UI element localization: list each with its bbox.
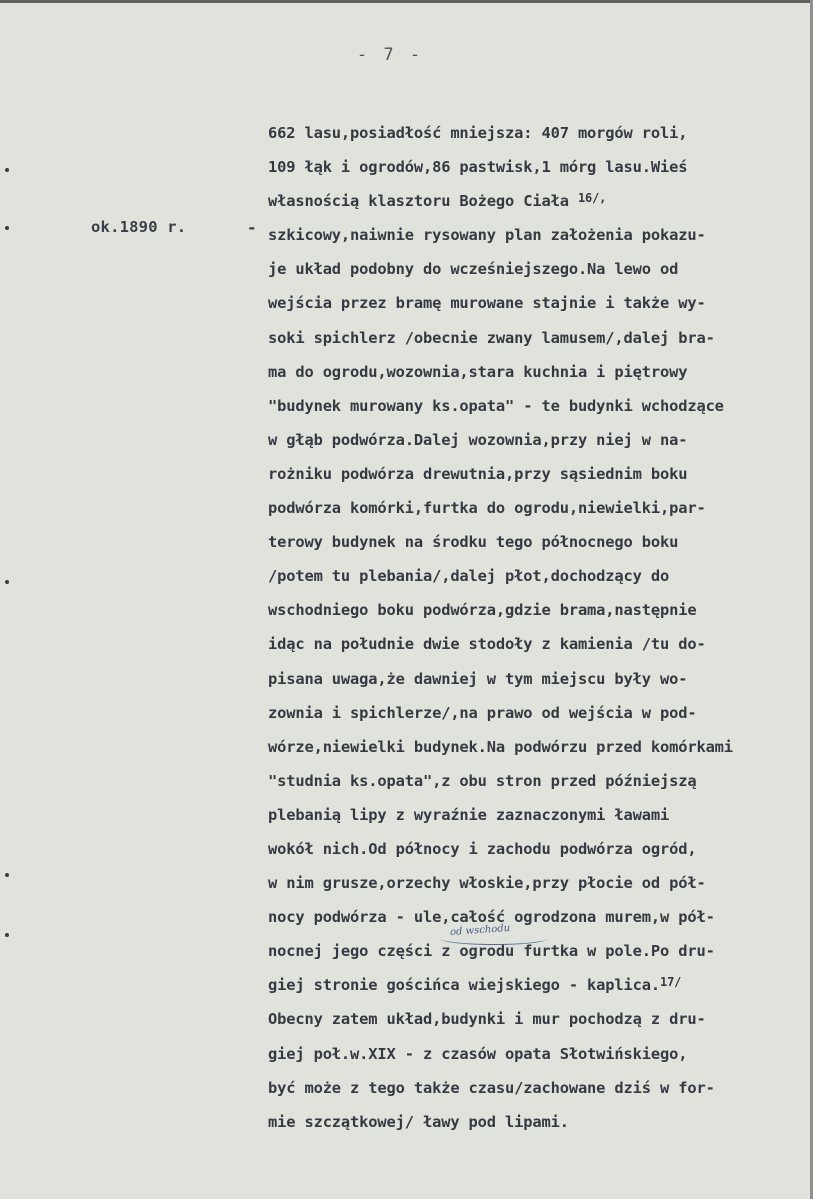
text-line: soki spichlerz /obecnie zwany lamusem/,dalej bra-: [268, 328, 715, 347]
text-line: /potem tu plebania/,dalej płot,dochodzący do: [268, 567, 670, 586]
punch-mark: [5, 580, 9, 584]
text-line: mie szczątkowej/ ławy pod lipami.: [268, 1112, 569, 1131]
page-edge-top: [0, 0, 813, 3]
text-line: Obecny zatem układ,budynki i mur pochodzą z dru-: [268, 1010, 706, 1029]
text-line: podwórza komórki,furtka do ogrodu,niewielki,par-: [268, 499, 706, 518]
text-line: być może z tego także czasu/zachowane dziś w for-: [268, 1078, 715, 1097]
handwritten-insert: od wschodu: [449, 922, 511, 939]
text-line: wejścia przez bramę murowane stajnie i także wy-: [268, 294, 706, 313]
text-line: szkicowy,naiwnie rysowany plan założenia pokazu-: [268, 226, 706, 245]
footnote-ref-16: 16/,: [577, 191, 607, 206]
text-line: nocnej jego części z ogrodu furtka w pole.Po dru-: [268, 942, 715, 961]
entry-dash: -: [247, 218, 257, 237]
text-line: "budynek murowany ks.opata" - te budynki wchodzące: [268, 396, 724, 415]
text-line: "studnia ks.opata",z obu stron przed późniejszą: [268, 771, 697, 790]
text-line: zownia i spichlerze/,na prawo od wejścia w pod-: [268, 703, 697, 722]
text-line: wokół nich.Od północy i zachodu podwórza ogród,: [268, 839, 697, 858]
punch-mark: [5, 873, 9, 877]
text-line: je układ podobny do wcześniejszego.Na lewo od: [268, 260, 679, 279]
text-line: giej poł.w.XIX - z czasów opata Słotwińskiego,: [268, 1044, 688, 1063]
text-line: rożniku podwórza drewutnia,przy sąsiednim boku: [268, 464, 688, 483]
page-number: - 7 -: [356, 45, 424, 65]
text-line-content: własnością klasztoru Bożego Ciała: [268, 192, 569, 211]
text-line: wórze,niewielki budynek.Na podwórzu przed komórkami: [268, 737, 733, 756]
punch-mark: [5, 168, 9, 172]
text-line: 662 lasu,posiadłość mniejsza: 407 morgów roli,: [268, 124, 688, 142]
text-line: plebanią lipy z wyraźnie zaznaczonymi ławami: [268, 805, 670, 824]
text-line: pisana uwaga,że dawniej w tym miejscu były wo-: [268, 669, 688, 688]
text-line: [268, 184, 768, 218]
punch-mark: [5, 933, 9, 937]
text-line: 109 łąk i ogrodów,86 pastwisk,1 mórg lasu.Wieś: [268, 158, 688, 177]
text-line: w nim grusze,orzechy włoskie,przy płocie od pół-: [268, 874, 706, 893]
text-line: nocy podwórza - ule,całość ogrodzona murem,w pół-: [268, 908, 715, 927]
body-text: [268, 116, 768, 1139]
text-line: wschodniego boku podwórza,gdzie brama,następnie: [268, 601, 697, 620]
text-line: terowy budynek na środku tego północnego boku: [268, 533, 679, 552]
margin-date-note: ok.1890 r.: [91, 218, 187, 236]
footnote-ref-17: 17/: [660, 975, 682, 990]
text-line: [268, 968, 768, 1002]
text-line: w głąb podwórza.Dalej wozownia,przy niej w na-: [268, 430, 688, 449]
text-line-content: giej stronie gościńca wiejskiego - kaplica.: [268, 976, 660, 995]
punch-mark: [5, 226, 9, 230]
text-line: idąc na południe dwie stodoły z kamienia /tu do-: [268, 635, 706, 654]
text-line: ma do ogrodu,wozownia,stara kuchnia i piętrowy: [268, 362, 688, 381]
